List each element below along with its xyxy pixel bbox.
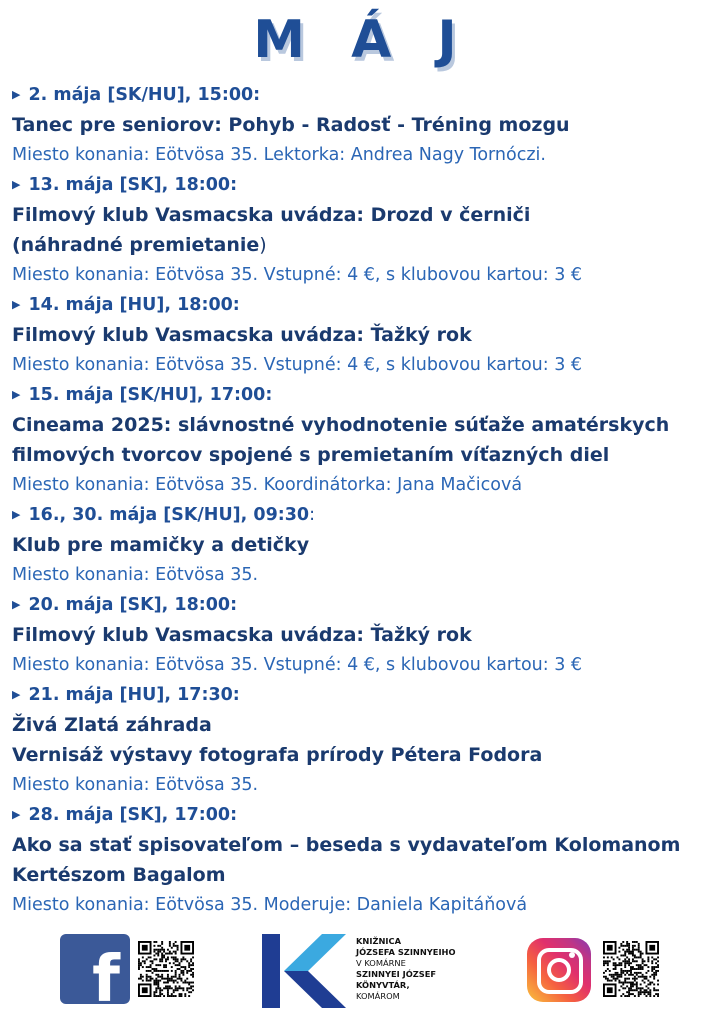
instagram-qr-code: [603, 940, 659, 998]
event-title: Filmový klub Vasmacska uvádza: Ťažký rok: [12, 324, 472, 346]
bullet-triangle-icon: ▶: [12, 88, 21, 101]
event-venue: Miesto konania: Eötvösa 35. Vstupné: 4 €, s klubovou kartou: 3 €: [12, 265, 583, 285]
event-title: Vernisáž výstavy fotografa prírody Pétera Fodora: [12, 744, 543, 766]
event-item: [12, 290, 712, 380]
event-venue: Miesto konania: Eötvösa 35.: [12, 565, 259, 585]
event-date: ▶ 16., 30. mája [SK/HU], 09:30:: [12, 500, 712, 530]
event-item: [12, 800, 712, 920]
event-title: (náhradné premietanie): [12, 234, 267, 256]
bullet-triangle-icon: ▶: [12, 388, 21, 401]
event-venue: Miesto konania: Eötvösa 35. Koordinátorka: Jana Mačicová: [12, 475, 523, 495]
event-item: [12, 380, 712, 500]
event-item: [12, 590, 712, 680]
event-venue: Miesto konania: Eötvösa 35. Vstupné: 4 €, s klubovou kartou: 3 €: [12, 655, 583, 675]
event-title: filmových tvorcov spojené s premietaním víťazných diel: [12, 444, 610, 466]
event-item: [12, 680, 712, 800]
bullet-triangle-icon: ▶: [12, 298, 21, 311]
event-title: Živá Zlatá záhrada: [12, 714, 212, 736]
event-title: Tanec pre seniorov: Pohyb - Radosť - Tréning mozgu: [12, 114, 570, 136]
bullet-triangle-icon: ▶: [12, 178, 21, 191]
event-item: [12, 80, 712, 170]
event-item: [12, 500, 712, 590]
event-title: Ako sa stať spisovateľom – beseda s vydavateľom Kolomanom: [12, 834, 681, 856]
facebook-qr-code: [138, 940, 194, 998]
bullet-triangle-icon: ▶: [12, 508, 21, 521]
page-title: M Á J: [253, 10, 471, 70]
bullet-triangle-icon: ▶: [12, 598, 21, 611]
library-logo-icon: [262, 934, 346, 1008]
events-list: [12, 80, 712, 920]
event-date: ▶ 28. mája [SK], 17:00:: [12, 800, 712, 830]
event-venue: Miesto konania: Eötvösa 35. Lektorka: Andrea Nagy Tornóczi.: [12, 145, 546, 165]
event-venue: Miesto konania: Eötvösa 35. Moderuje: Daniela Kapitáňová: [12, 895, 528, 915]
event-date: ▶ 2. mája [SK/HU], 15:00:: [12, 80, 712, 110]
event-date: ▶ 20. mája [SK], 18:00:: [12, 590, 712, 620]
instagram-icon[interactable]: [527, 938, 591, 1002]
event-title: Klub pre mamičky a detičky: [12, 534, 310, 556]
event-venue: Miesto konania: Eötvösa 35. Vstupné: 4 €, s klubovou kartou: 3 €: [12, 355, 583, 375]
event-item: [12, 170, 712, 290]
event-date: ▶ 15. mája [SK/HU], 17:00:: [12, 380, 712, 410]
bullet-triangle-icon: ▶: [12, 688, 21, 701]
facebook-icon[interactable]: f: [60, 934, 130, 1004]
event-title: Kertészom Bagalom: [12, 864, 226, 886]
event-venue: Miesto konania: Eötvösa 35.: [12, 775, 259, 795]
event-date: ▶ 13. mája [SK], 18:00:: [12, 170, 712, 200]
bullet-triangle-icon: ▶: [12, 808, 21, 821]
event-title: Filmový klub Vasmacska uvádza: Ťažký rok: [12, 624, 472, 646]
event-date: ▶ 14. mája [HU], 18:00:: [12, 290, 712, 320]
event-date: ▶ 21. mája [HU], 17:30:: [12, 680, 712, 710]
event-title: Cineama 2025: slávnostné vyhodnotenie súťaže amatérskych: [12, 414, 670, 436]
footer: [0, 928, 724, 1012]
library-logo-text: KNIŽNICA JÓZSEFA SZINNYEIHO V KOMÁRNE SZINNYEI JÓZSEF KÖNYVTÁR, KOMÁROM: [356, 936, 456, 1001]
event-title: Filmový klub Vasmacska uvádza: Drozd v černiči: [12, 204, 531, 226]
